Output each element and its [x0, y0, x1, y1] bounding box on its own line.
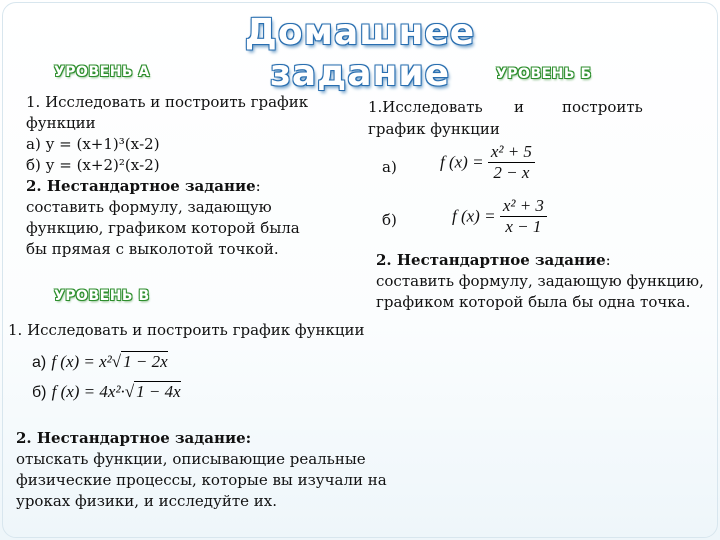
level-b-a-fraction: [488, 142, 535, 183]
level-b-task2-colon: :: [605, 251, 611, 269]
level-v-heading: УРОВЕНЬ В: [54, 288, 150, 304]
level-b-task2-head: [376, 250, 716, 271]
level-a-block: [26, 92, 356, 260]
level-v-task2-bold: 2. Нестандартное задание:: [16, 429, 252, 447]
level-b-formula-b: [452, 196, 547, 237]
level-v-a-radicand: 1 − 2x: [123, 352, 168, 371]
page-title: Домашнее задание: [244, 12, 476, 94]
level-a-heading: УРОВЕНЬ А: [54, 64, 150, 80]
level-b-formula-a: [440, 142, 535, 183]
level-b-line2: график функции: [368, 120, 500, 138]
level-a-item-a: а) у = (х+1)³(х-2): [26, 135, 160, 153]
level-v-a-label: а): [32, 354, 47, 371]
level-v-task2-line1: отыскать функции, описывающие реальные: [16, 450, 366, 468]
level-a-task2-line1: составить формулу, задающую: [26, 198, 272, 216]
level-a-line2: функции: [26, 114, 96, 132]
level-v-formula-a: [32, 352, 168, 372]
level-v-line1: 1. Исследовать и построить график функции: [8, 321, 365, 339]
level-a-task2-head: [26, 176, 356, 197]
level-a-task2-line3: бы прямая с выколотой точкой.: [26, 240, 279, 258]
level-v-b-radicand: 1 − 4x: [136, 382, 181, 401]
level-b-b-numerator: x² + 3: [500, 196, 547, 217]
level-v-task2-line2: физические процессы, которые вы изучали на: [16, 471, 387, 489]
level-v-task2: [16, 428, 436, 512]
level-v-task2-head: [16, 428, 436, 449]
level-b-task2-bold: 2. Нестандартное задание: [376, 251, 606, 269]
level-v-task2-line3: уроках физики, и исследуйте их.: [16, 492, 278, 510]
level-b-a-lhs: f (x) =: [440, 152, 484, 172]
level-b-task2-line2: графиком которой была бы одна точка.: [376, 293, 691, 311]
level-v-b-label: б): [32, 384, 47, 401]
level-a-task2-line2: функцию, графиком которой была: [26, 219, 300, 237]
level-v-b-lhs: f (x) = 4x²·: [51, 382, 125, 401]
level-b-task2-line1: составить формулу, задающую функцию,: [376, 272, 704, 290]
level-b-line1-word3: построить: [562, 98, 643, 116]
level-b-a-numerator: x² + 5: [488, 142, 535, 163]
level-b-b-fraction: [500, 196, 547, 237]
level-b-a-label: а): [382, 158, 397, 176]
level-b-a-denominator: 2 − x: [493, 163, 530, 182]
sqrt-sign: √: [111, 352, 122, 371]
level-b-heading: УРОВЕНЬ Б: [496, 66, 592, 82]
level-b-b-denominator: x − 1: [505, 217, 542, 236]
level-a-task2-bold: 2. Нестандартное задание: [26, 177, 256, 195]
level-b-line1: [368, 97, 648, 118]
level-a-item-b: б) у = (х+2)²(х-2): [26, 156, 160, 174]
sqrt-sign: √: [124, 382, 135, 401]
level-b-b-lhs: f (x) =: [452, 206, 496, 226]
level-b-line1-word2: и: [514, 98, 524, 116]
level-b-line1-word1: 1.Исследовать: [368, 98, 483, 116]
level-a-task2-colon: :: [255, 177, 261, 195]
level-a-line1: 1. Исследовать и построить график: [26, 93, 309, 111]
level-v-a-lhs: f (x) = x²: [51, 352, 112, 371]
level-b-b-label: б): [382, 211, 397, 229]
level-b-task2: [376, 250, 716, 313]
level-v-formula-b: [32, 382, 181, 402]
